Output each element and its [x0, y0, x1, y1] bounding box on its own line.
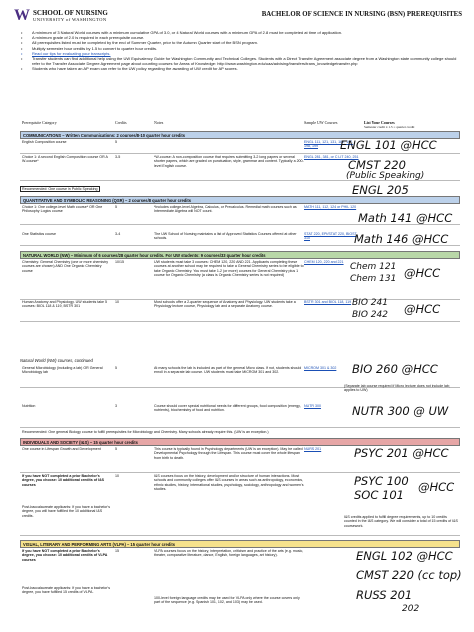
- table-row: One Statistics course 3-4 The UW School of Nursing maintains a list of Approved Statistics Courses offered at other schools. STAT 220, EPI/STAT 220, BIOST 310: [20, 232, 460, 246]
- handwritten-vlpa-2: CMST 220 (cc top): [356, 568, 462, 582]
- table-row: Human Anatomy and Physiology. UW students take 5 courses: BIOL 118 & 119, BSTR 301 10 Most schools offer a 2-quarter sequence of Anatomy and Physiology. UW students take a Physiology lecture course, Physiology lab and a separate Anatomy course. BSTR 301 and BIOL 118, 119: [20, 300, 460, 322]
- ias-credit-note: I&S credits applied to fulfill degree requirements, up to 10 credits counted in the I&S category. We will consider a total of 15 credits of I&S coursework.: [344, 515, 458, 528]
- table-row: Choice 1: A second English Composition course OR A W-course* 3-5 *W-course: A non-composition course that requires submitting 3-2 long papers or several shorter papers, which are graded on punctuation, style, grammar and content. Typically a 200-level English course. ENGL 281, 381, or C LIT 240, 251: [20, 155, 460, 181]
- col-category: Prerequisite Category: [22, 120, 57, 125]
- requirements-list: [18, 30, 458, 72]
- table-row: Nutrition 3 Course should cover special nutritional needs for different groups, food composition (energy, nutrients), biochemistry of food and nutrition. NUTR 300: [20, 404, 460, 428]
- bullet-transfer: • Transfer students can find additional help using the UW Equivalency Guide for Washington Community and Technical Colleges. Students with a Direct Transfer Agreement associate degree from a Washington state community college should refer to the Transfer Associate Degree Agreement page about counting courses for Areas of Knowledge: http://www.washington.edu/uaa/advising/transfers/trans_knowledgetransfer.php: [18, 56, 458, 66]
- col-list-courses: List Your Courses: [364, 120, 395, 125]
- handwritten-comm-3: ENGL 205: [352, 183, 409, 197]
- handwritten-qsr-2: Math 146 @HCC: [354, 232, 449, 246]
- bullet-transcript-tips-link[interactable]: • Read our tips for evaluating your transcripts.: [18, 51, 458, 56]
- vlpa-language-note: 100-level foreign language credits may be used for VLPA only where the course covers only part of the sequence (e.g. Spanish 101, 102, and 103) may be used.: [154, 596, 300, 605]
- table-header: [20, 119, 460, 129]
- handwritten-vlpa-4: 202: [402, 604, 420, 614]
- table-row: Choice 1: One college-level Math course* OR One Philosophy Logics course 5 *Includes college-level Algebra, Calculus, or Precalculus. Remedial math courses such as Intermediate Algebra will NOT count. MATH 111, 112, 124 or PHIL 120: [20, 205, 460, 225]
- handwritten-comm-1: ENGL 101 @HCC: [340, 138, 437, 152]
- handwritten-qsr-1: Math 141 @HCC: [358, 211, 453, 225]
- bullet-gpa: • A minimum of 3 Natural World courses with a minimum cumulative GPA of 3.0, or 4 Natural World courses with a minimum GPA of 2.8 must be completed at time of application.: [18, 30, 458, 35]
- handwritten-ias-1: PSYC 100: [354, 474, 409, 488]
- handwritten-bio-1: BIO 241: [352, 298, 388, 308]
- table-row: English Composition course 5 ENGL 111, 121, 131, 182, 197, 198, 199: [20, 140, 460, 154]
- col-sample-courses: Sample UW Courses: [304, 120, 338, 125]
- handwritten-chem-2: Chem 131: [350, 274, 397, 284]
- section-natural-world: NATURAL WORLD (NW) – Minimum of 6 courses/28 quarter hour credits. For UW students: 9 courses/33 quarter hour credits: [20, 251, 460, 259]
- handwritten-chem-1: Chem 121: [350, 262, 397, 272]
- section-qsr: QUANTITATIVE AND SYMBOLIC REASONING (QSR) – 2 courses/8 quarter hour credits: [20, 196, 460, 204]
- page-break: [0, 326, 474, 354]
- recommended-public-speaking: Recommended: One course in Public Speaking: [22, 187, 98, 191]
- section-vlpa: VISUAL, LITERARY AND PERFORMING ARTS (VLPA) – 15 quarter hour credits: [20, 540, 460, 548]
- table-row: General Microbiology (including a lab) OR General Microbiology lab 5 At many schools the lab is included as part of the general Micro class. If not, students should enroll in a separate lab course. UW students must take MICROM 301 and 302. MICROM 301 & 302: [20, 366, 460, 388]
- handwritten-vlpa-3: RUSS 201: [356, 588, 413, 602]
- table-row: Chemistry: General Chemistry (one or more chemistry courses are chosen) AND One Organic Chemistry course 10/15 UW students must take 3 courses: CHEM 120, 220 AND 221. Applicants completing these courses at another school may be required to take a General Chemistry series to be eligible to take Organic Chemistry. You must take 1-2 (or more) courses for General Chemistry plus 1 course for Organic Chemistry (a class is Organic Chemistry series is not required) CHEM 120, 220 and 221: [20, 260, 460, 300]
- handwritten-vlpa-1: ENGL 102 @HCC: [356, 549, 453, 563]
- handwritten-bio-2: BIO 242: [352, 310, 388, 320]
- bullet-ap-exam: • Students who have taken an AP exam can refer to the UW policy regarding the awarding of UW credit for AP scores.: [18, 66, 458, 71]
- handwritten-ias-2: SOC 101: [354, 488, 404, 502]
- section-individuals-society: INDIVIDUALS AND SOCIETY (I&S) – 15 quarter hour credits: [20, 438, 460, 446]
- page-header: [14, 6, 462, 28]
- handwritten-bio-where: @HCC: [404, 302, 441, 316]
- bullet-min-grade: • A minimum grade of 2.0 is required in each prerequisite course.: [18, 35, 458, 40]
- handwritten-micro: BIO 260 @HCC: [352, 362, 438, 376]
- handwritten-nutrition: NUTR 300 @ UW: [352, 404, 449, 418]
- school-name: SCHOOL OF NURSING: [33, 8, 108, 17]
- col-notes: Notes: [154, 120, 164, 125]
- table-row: If you have NOT completed a prior Bachelor's degree, you choose: 10 additional credits of I&S courses 10 I&S courses focus on the history, development and/or structure of human interactions. Most schools and community colleges offer I&S courses in areas such as anthropology, economics, ethnic studies, history, international studies, psychology, sociology, anthropology and women's studies.: [20, 474, 460, 536]
- handwritten-chem-where: @HCC: [404, 266, 441, 280]
- post-bacc-ias-note: Post-baccalaureate applicants: If you have a bachelor's degree, you will have fulfilled the 10 additional I&S credits.: [22, 505, 110, 518]
- post-bacc-vlpa-note: Post-baccalaureate applicants: If you have a bachelor's degree, you have fulfilled 15 credits of VLPA.: [22, 586, 110, 595]
- section-communications: COMMUNICATIONS – Written Communications: 2 courses/8-10 quarter hour credits: [20, 131, 460, 139]
- bullet-deadline: • All prerequisites listed must be completed by the end of Summer Quarter, prior to the Autumn Quarter start of the BSN program.: [18, 40, 458, 45]
- handwritten-ias-where: @HCC: [418, 480, 455, 494]
- handwritten-psyc: PSYC 201 @HCC: [354, 446, 449, 460]
- col-list-courses-sub: Semester credit x 1.5 = quarter credit: [364, 125, 415, 129]
- document-title: BACHELOR OF SCIENCE IN NURSING (BSN) PREREQUISITES: [261, 11, 462, 18]
- uw-w-logo-icon: W: [14, 7, 30, 24]
- col-credits: Credits: [115, 120, 127, 125]
- handwritten-comm-2-note: (Public Speaking): [346, 171, 425, 181]
- nw-continued-heading: Natural World (NW) courses, continued: [20, 358, 93, 363]
- table-row: One course in Lifespan Growth and Development 5 This course is typically found in Psychology departments (UW is an exception). May be called Developmental Psychology through the Lifespan. This course must cover the whole lifespan from birth to death. NURS 201: [20, 447, 460, 473]
- uw-school-of-nursing-logo: [14, 8, 108, 24]
- table-row: If you have NOT completed a prior Bachelor's degree, you choose: 10 additional credits of VLPA courses 15 VLPA courses focus on the history, interpretation, criticism and practice of the arts (e.g. music, theater, comparative literature, dance, English, foreign languages, art history).: [22, 549, 304, 562]
- recommended-biology-note: Recommended: One general Biology course to fulfill prerequisites for Microbiology and Chemistry. Many schools already require this. (UW is an exception.): [22, 430, 269, 434]
- bullet-credit-conversion: • Multiply semester hour credits by 1.5 to convert to quarter hour credits.: [18, 46, 458, 51]
- micro-lab-note: (Separate lab course required if Micro lecture does not include lab; applies to UW): [344, 384, 450, 393]
- university-name: UNIVERSITY of WASHINGTON: [33, 16, 107, 22]
- handwritten-comm-2: CMST 220: [348, 158, 406, 172]
